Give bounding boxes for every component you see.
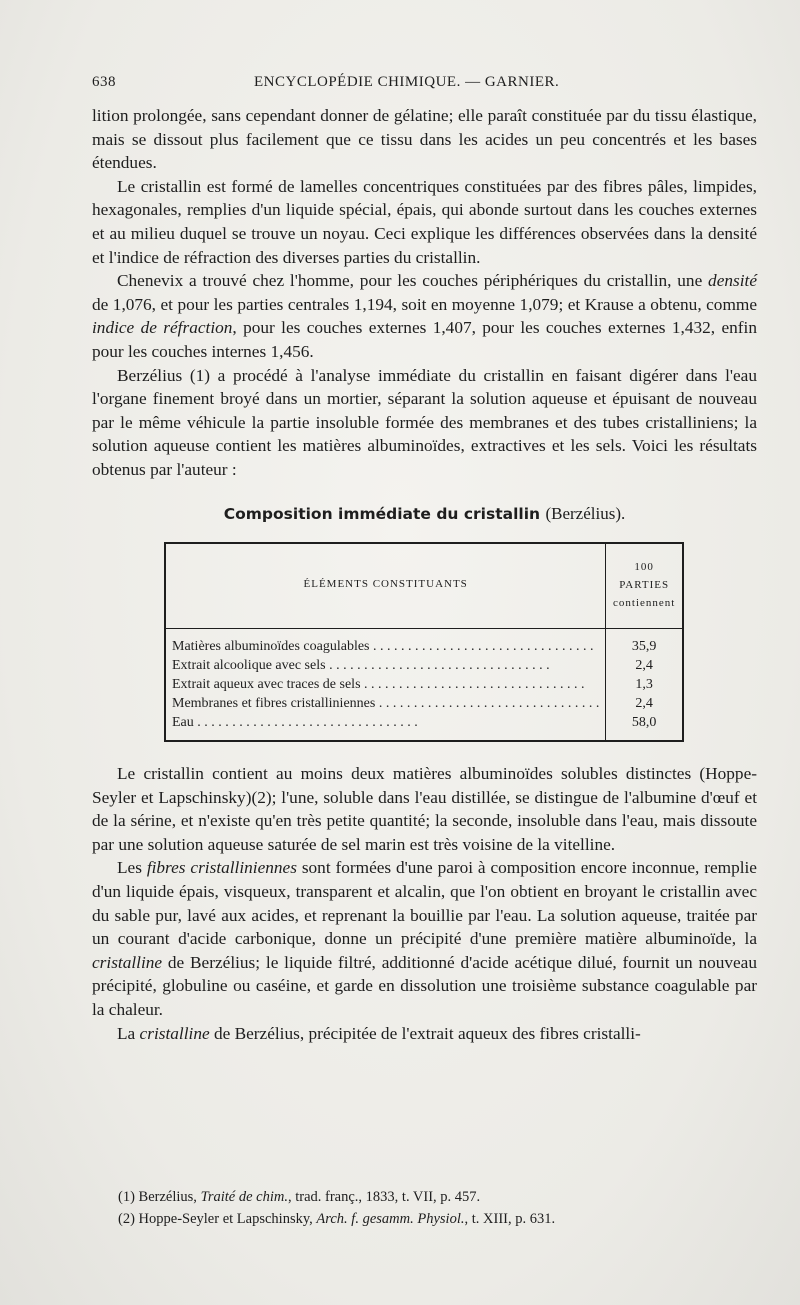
paragraph-6-text-e: de Berzélius; le liquide filtré, additionné d'acide acétique dilué, fournit un nouveau précipité, globuline ou caséine, et garde en dissolution une troisième substance coagulable par la chaleur. xyxy=(92,952,757,1020)
running-title: ENCYCLOPÉDIE CHIMIQUE. — GARNIER. xyxy=(254,74,560,90)
table-caption-source: (Berzélius). xyxy=(545,503,626,523)
row-value: 1,3 xyxy=(635,677,653,693)
row-label-text: Extrait aqueux avec traces de sels xyxy=(172,677,361,693)
table-row xyxy=(165,713,683,741)
row-label xyxy=(165,694,606,713)
paragraph-6 xyxy=(92,856,757,1021)
row-label xyxy=(165,713,606,741)
table-row xyxy=(165,656,683,675)
table-caption xyxy=(92,502,757,527)
leader-dots xyxy=(370,639,594,654)
paragraph-6-text-c: sont formées d'une paroi à composition encore inconnue, remplie d'un liquide épais, visqueux, transparent et alcalin, que l'on obtient en broyant le cristallin avec du sable pur, lavé aux acides, et reprenant la bouillie par l'eau. La solution aqueuse, traitée par un courant d'acide carbonique, donne un précipité d'une première matière albuminoïde, la xyxy=(92,858,757,949)
footnote-italic-title: Traité de chim. xyxy=(200,1189,288,1205)
footnote-italic-title: Arch. f. gesamm. Physiol. xyxy=(316,1211,465,1227)
paragraph-6-italic-cristalline: cristalline xyxy=(92,952,163,972)
footnote-text: Hoppe-Seyler et Lapschinsky, xyxy=(138,1211,317,1227)
footnote-mark: (1) xyxy=(118,1189,135,1205)
paragraph-7-text-a: La xyxy=(117,1023,140,1043)
leader-dots xyxy=(194,715,418,730)
row-label-text: Extrait alcoolique avec sels xyxy=(172,658,326,674)
footnote-text: Berzélius, xyxy=(138,1189,201,1205)
col-header-parts-line1: 100 PARTIES xyxy=(619,561,670,592)
footnote-mark: (2) xyxy=(118,1211,135,1227)
paragraph-2: Le cristallin est formé de lamelles concentriques constituées par des fibres pâles, limpides, hexagonales, remplies d'un liquide spécial, épais, qui abonde surtout dans les couches externes et au milieu duquel se trouve un noyau. Ceci explique les différences observées dans la densité et l'indice de réfraction des diverses parties du cristallin. xyxy=(92,176,757,267)
leader-dots xyxy=(375,696,599,711)
body-text xyxy=(92,104,757,1045)
footnote-2 xyxy=(118,1208,758,1230)
paragraph-3-text-a: Chenevix a trouvé chez l'homme, pour les couches périphériques du cristallin, une xyxy=(117,271,709,291)
row-label xyxy=(165,675,606,694)
paragraph-3-text-c: de 1,076, et pour les parties centrales 1,194, soit en moyenne 1,079; et Krause a obtenu, comme xyxy=(92,294,757,314)
paragraph-3-text-e: , pour les couches externes 1,407, pour les couches externes 1,432, enfin pour les couches internes 1,456. xyxy=(92,318,757,361)
row-label-text: Eau xyxy=(172,715,194,731)
row-value: 35,9 xyxy=(631,639,657,655)
paragraph-3-italic-indice: indice de réfraction xyxy=(92,318,233,338)
table-header-row xyxy=(165,543,683,629)
col-header-elements: ÉLÉMENTS CONSTITUANTS xyxy=(165,543,606,629)
leader-dots xyxy=(361,677,585,692)
row-label xyxy=(165,656,606,675)
footnote-1 xyxy=(118,1186,758,1208)
paragraph-6-text-a: Les xyxy=(117,858,147,878)
table-row xyxy=(165,675,683,694)
composition-table xyxy=(164,542,684,742)
paragraph-7 xyxy=(92,1022,757,1046)
footnotes xyxy=(118,1186,758,1230)
paragraph-4: Berzélius (1) a procédé à l'analyse immédiate du cristallin en faisant digérer dans l'eau l'organe finement broyé dans un mortier, séparant la solution aqueuse et épuisant de nouveau par le même véhicule la partie insoluble formée des membranes et des tubes cristalliniens; la solution aqueuse contient les matières albuminoïdes, extractives et les sels. Voici les résultats obtenus par l'auteur : xyxy=(92,365,757,479)
row-value: 2,4 xyxy=(635,696,653,712)
paragraph-3 xyxy=(92,269,757,363)
footnote-text: , trad. franç., 1833, t. VII, p. 457. xyxy=(287,1189,481,1205)
paragraph-6-italic-fibres: fibres cristalliniennes xyxy=(146,858,297,878)
col-header-parts xyxy=(606,543,683,629)
col-header-parts-line2: contiennent xyxy=(613,597,676,610)
paragraph-1: lition prolongée, sans cependant donner de gélatine; elle paraît constituée par du tissu élastique, mais se dissout plus facilement que ce tissu dans les acides un peu concentrés et les bases étendues. xyxy=(92,106,757,173)
table-caption-title: Composition immédiate du cristallin xyxy=(223,504,541,523)
paragraph-7-text-c: de Berzélius, précipitée de l'extrait aqueux des fibres cristalli- xyxy=(209,1023,641,1043)
table-row xyxy=(165,629,683,657)
page-number: 638 xyxy=(92,74,116,90)
row-label xyxy=(165,629,606,657)
table-row xyxy=(165,694,683,713)
paragraph-5: Le cristallin contient au moins deux matières albuminoïdes solubles distinctes (Hoppe-Seyler et Lapschinsky)(2); l'une, soluble dans l'eau distillée, se distingue de l'albumine d'œuf et de la sérine, et n'existe qu'en très petite quantité; la seconde, insoluble dans l'eau, mais dissoute par une solution aqueuse saturée de sel marin est très voisine de la vitelline. xyxy=(92,764,757,854)
paragraph-7-italic-cristalline: cristalline xyxy=(139,1023,210,1043)
leader-dots xyxy=(326,658,550,673)
paragraph-3-italic-densite: densité xyxy=(708,271,757,291)
row-label-text: Membranes et fibres cristalliniennes xyxy=(172,696,376,712)
row-value: 58,0 xyxy=(631,715,657,731)
row-value: 2,4 xyxy=(635,658,653,674)
row-label-text: Matières albuminoïdes coagulables xyxy=(172,639,370,655)
footnote-text: , t. XIII, p. 631. xyxy=(464,1211,556,1227)
